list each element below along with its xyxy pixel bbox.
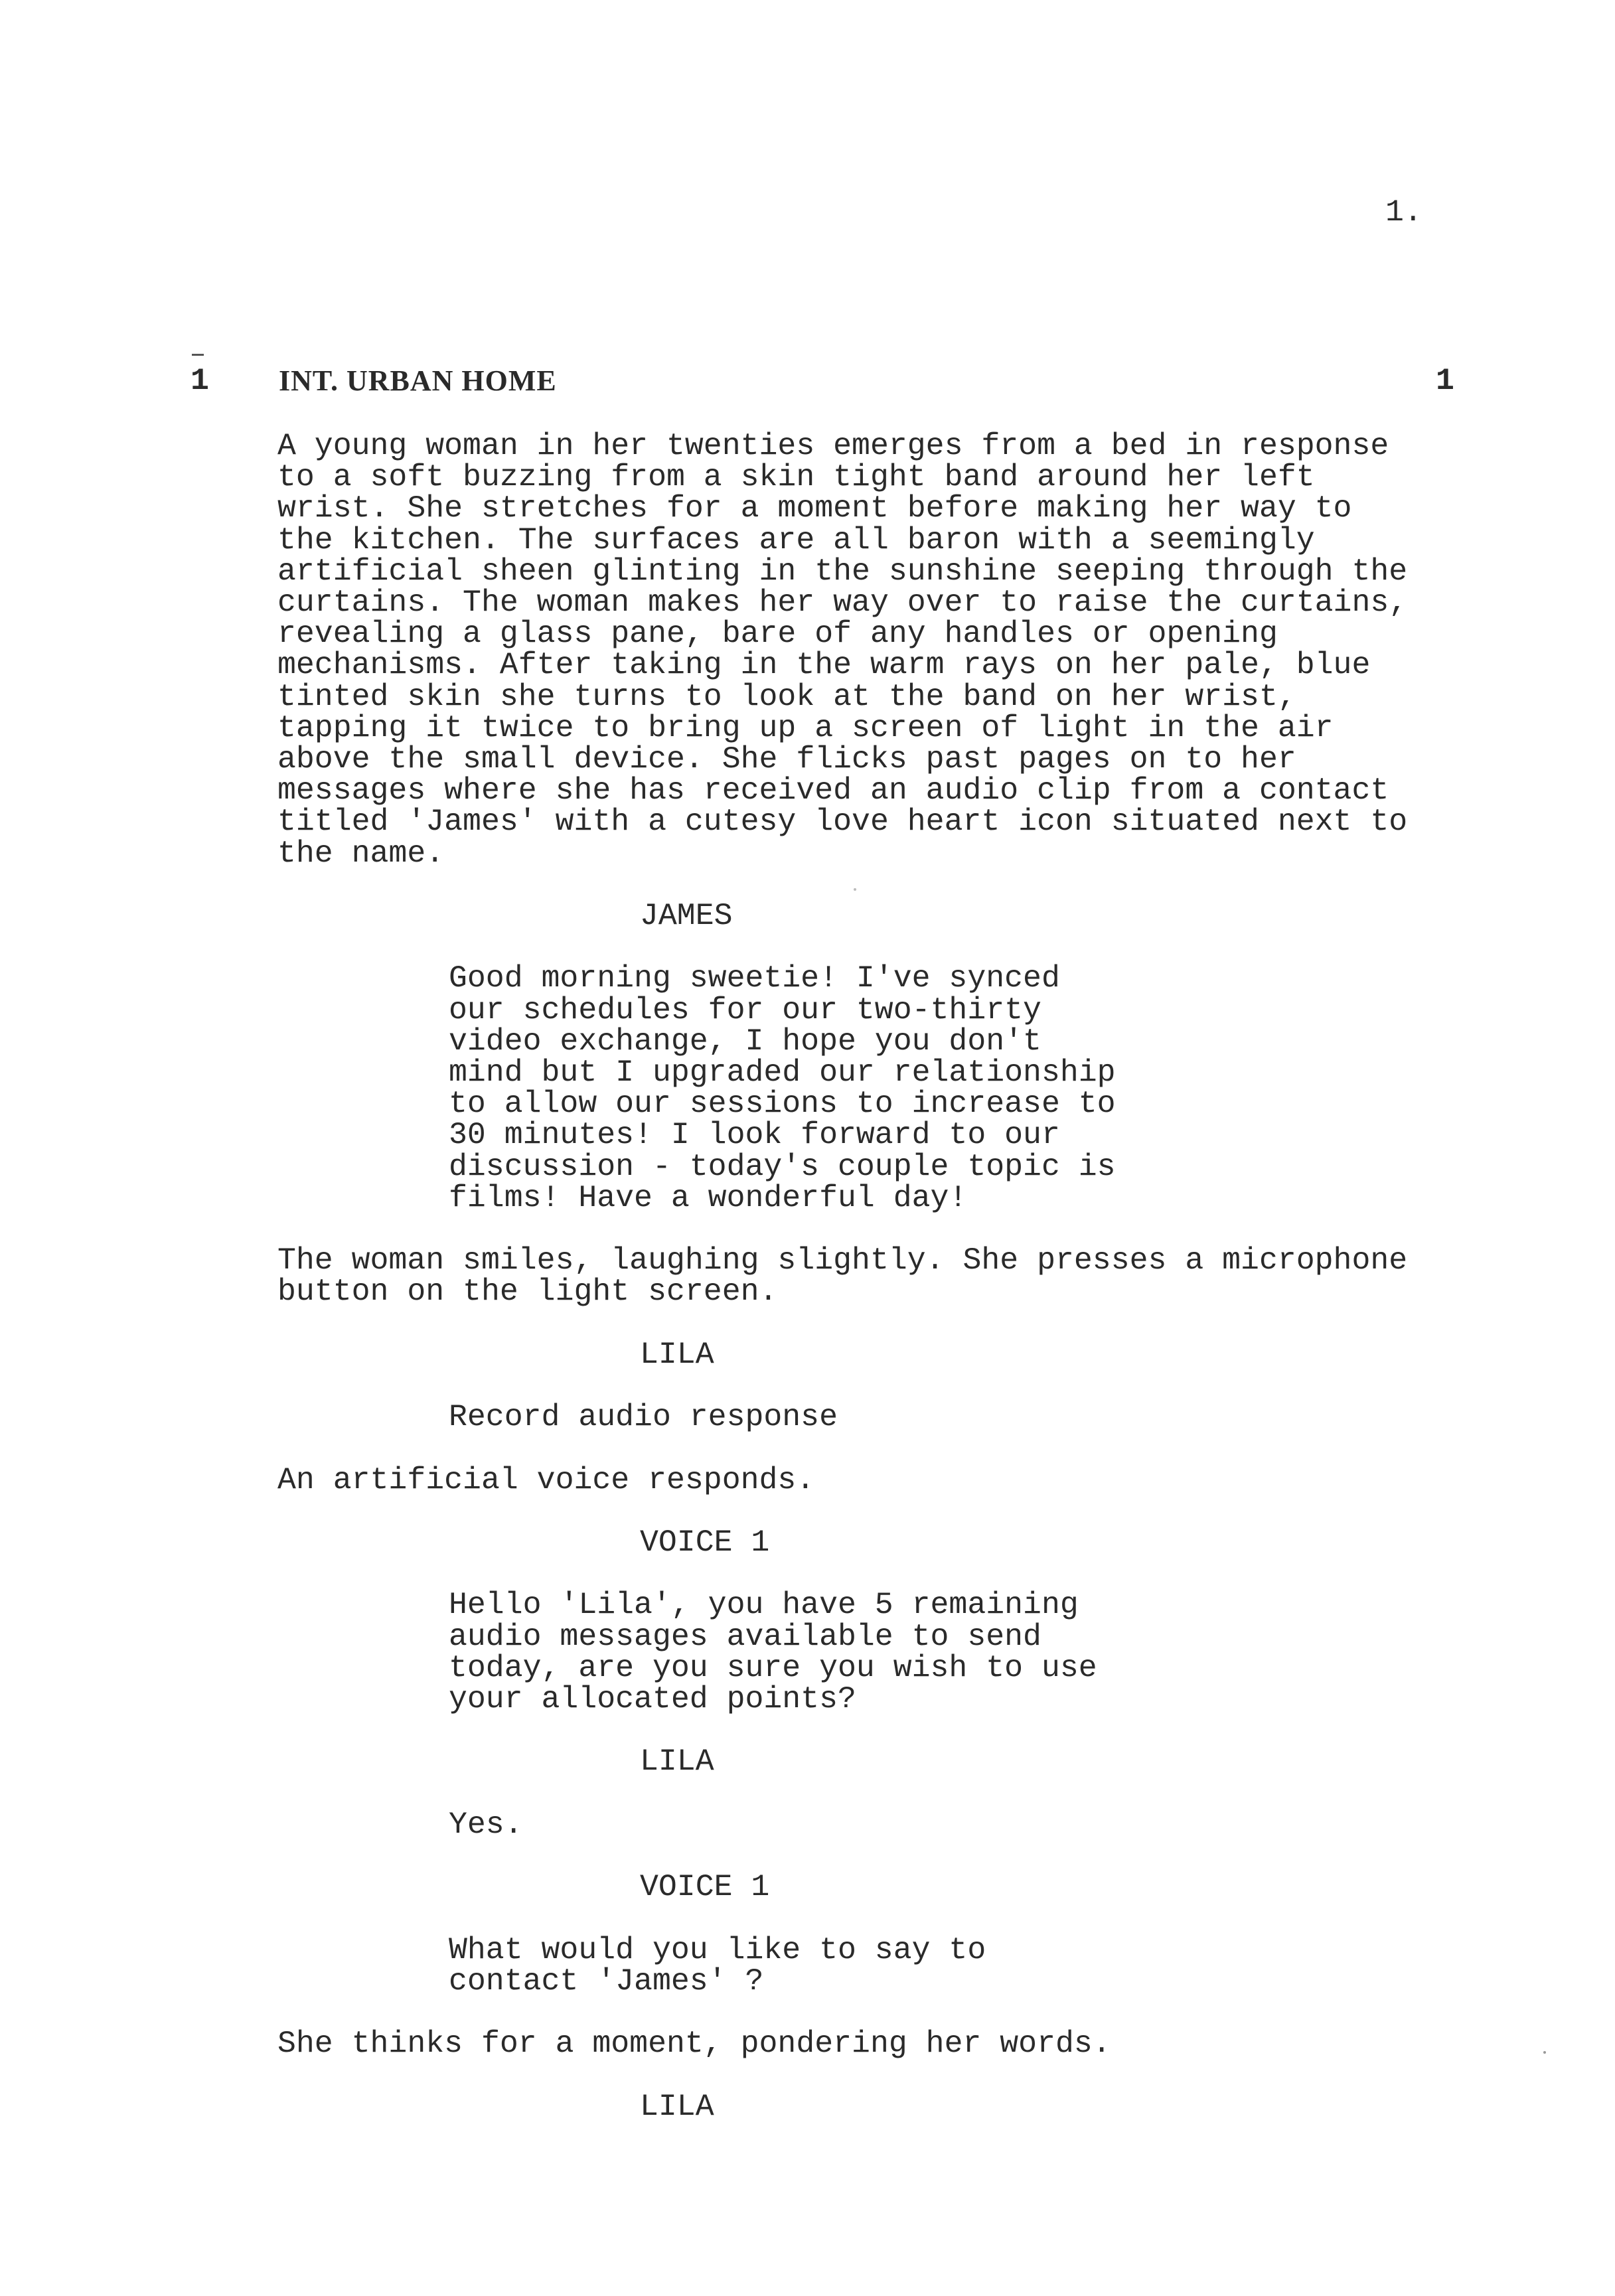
action-line: curtains. The woman makes her way over to raise the curtains, xyxy=(277,585,1408,620)
paper-speck xyxy=(1543,2051,1546,2054)
action-line: the name. xyxy=(277,835,445,871)
dialogue-line: today, are you sure you wish to use xyxy=(449,1649,1097,1685)
dialogue-line: films! Have a wonderful day! xyxy=(449,1180,968,1215)
scene-heading: INT. URBAN HOME xyxy=(279,364,557,397)
dialogue-line: Hello 'Lila', you have 5 remaining xyxy=(449,1587,1079,1623)
page-number: 1. xyxy=(1385,194,1423,230)
dialogue-line: Good morning sweetie! I've synced xyxy=(449,960,1060,996)
action-line: artificial sheen glinting in the sunshine seeping through the xyxy=(277,553,1408,589)
dialogue-line: contact 'James' ? xyxy=(449,1963,764,1999)
dialogue-line: Yes. xyxy=(449,1806,523,1842)
dialogue-line: video exchange, I hope you don't xyxy=(449,1023,1041,1059)
action-line: the kitchen. The surfaces are all baron with a seemingly xyxy=(277,522,1315,558)
dialogue-line: Record audio response xyxy=(449,1399,838,1435)
action-line: An artificial voice responds. xyxy=(277,1462,815,1497)
action-line: button on the light screen. xyxy=(277,1274,778,1310)
action-line: She thinks for a moment, pondering her words. xyxy=(277,2026,1111,2062)
action-line: above the small device. She flicks past pages on to her xyxy=(277,741,1296,777)
scene-number-left: 1 xyxy=(191,363,209,398)
action-line: tinted skin she turns to look at the band on her wrist, xyxy=(277,678,1296,714)
dialogue-line: discussion - today's couple topic is xyxy=(449,1148,1116,1184)
action-line: The woman smiles, laughing slightly. She presses a microphone xyxy=(277,1243,1408,1278)
character-line: JAMES xyxy=(640,898,733,933)
action-line: tapping it twice to bring up a screen of light in the air xyxy=(277,710,1334,745)
action-line: to a soft buzzing from a skin tight band around her left xyxy=(277,459,1315,495)
action-line: titled 'James' with a cutesy love heart icon situated next to xyxy=(277,804,1408,840)
action-line: wrist. She stretches for a moment before making her way to xyxy=(277,491,1352,526)
character-line: LILA xyxy=(640,1336,714,1372)
pen-mark xyxy=(192,354,204,356)
action-line: A young woman in her twenties emerges from a bed in response xyxy=(277,428,1389,463)
dialogue-line: 30 minutes! I look forward to our xyxy=(449,1117,1060,1153)
dialogue-line: mind but I upgraded our relationship xyxy=(449,1055,1116,1090)
dialogue-line: What would you like to say to xyxy=(449,1932,986,1967)
character-line: LILA xyxy=(640,1744,714,1780)
character-line: VOICE 1 xyxy=(640,1869,770,1905)
action-line: messages where she has received an audio clip from a contact xyxy=(277,773,1389,808)
action-line: revealing a glass pane, bare of any handles or opening xyxy=(277,616,1278,652)
character-line: VOICE 1 xyxy=(640,1525,770,1560)
dialogue-line: to allow our sessions to increase to xyxy=(449,1086,1116,1122)
dialogue-line: audio messages available to send xyxy=(449,1618,1041,1654)
character-line: LILA xyxy=(640,2088,714,2124)
scene-number-right: 1 xyxy=(1436,363,1454,398)
dialogue-line: your allocated points? xyxy=(449,1681,856,1717)
dialogue-line: our schedules for our two-thirty xyxy=(449,992,1041,1028)
action-line: mechanisms. After taking in the warm rays on her pale, blue xyxy=(277,647,1371,683)
paper-speck xyxy=(854,888,856,891)
